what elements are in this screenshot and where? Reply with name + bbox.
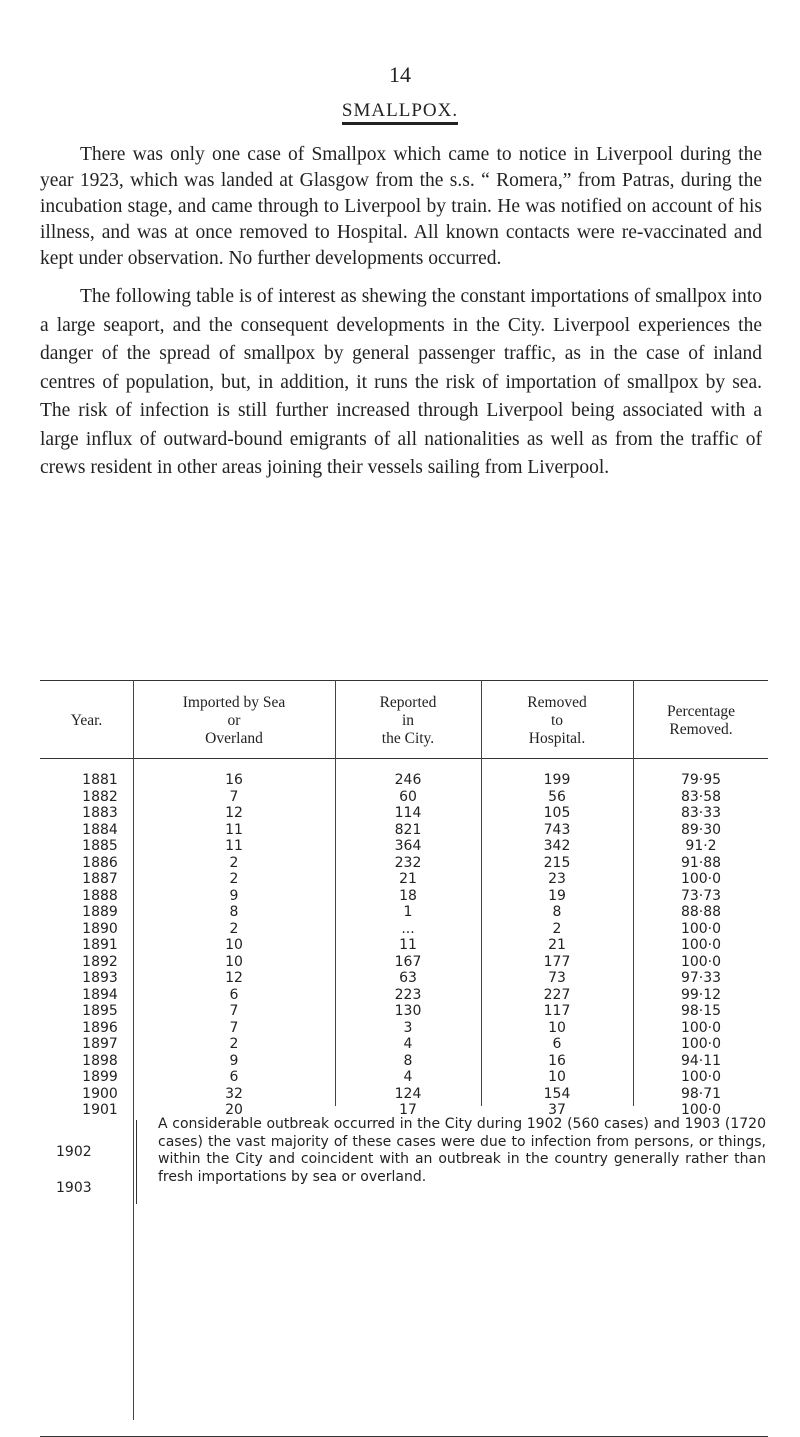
table-row xyxy=(40,838,768,855)
cell-removed: 21 xyxy=(548,937,566,953)
cell-imported: 10 xyxy=(225,953,243,970)
cell-year-text: 1886 xyxy=(82,854,118,871)
cell-reported: 63 xyxy=(399,970,417,986)
note-year-1902: 1902 xyxy=(56,1144,92,1160)
cell-reported: 11 xyxy=(399,937,417,953)
cell-percentage: 89·30 xyxy=(680,821,722,838)
cell-reported: 130 xyxy=(394,1003,422,1019)
table-row xyxy=(40,1069,768,1086)
cell-removed: 10 xyxy=(548,1069,566,1085)
cell-year-text: 1899 xyxy=(82,1069,118,1085)
cell-imported: 11 xyxy=(225,838,243,854)
cell-reported: 8 xyxy=(403,1052,413,1069)
cell-year xyxy=(40,1020,128,1036)
cell-imported: 2 xyxy=(229,920,239,937)
cell-removed: 23 xyxy=(548,871,566,887)
table-top-rule xyxy=(40,680,768,681)
cell-percentage: 99·12 xyxy=(680,986,722,1003)
cell-imported: 9 xyxy=(229,1052,239,1069)
cell-percentage: 88·88 xyxy=(680,904,722,920)
note-year-1903: 1903 xyxy=(56,1180,92,1196)
cell-reported: 4 xyxy=(403,1069,413,1085)
header-percentage xyxy=(634,688,768,754)
table-row xyxy=(40,888,768,905)
cell-removed: 8 xyxy=(552,904,562,920)
cell-imported: 7 xyxy=(229,788,239,805)
cell-removed: 117 xyxy=(543,1003,571,1019)
cell-percentage: 79·95 xyxy=(680,772,722,788)
cell-reported: 60 xyxy=(399,788,417,805)
cell-removed: 37 xyxy=(548,1102,566,1118)
cell-imported: 7 xyxy=(229,1003,239,1019)
cell-year-text: 1895 xyxy=(82,1003,118,1019)
cell-year-text: 1883 xyxy=(82,805,118,821)
cell-imported: 9 xyxy=(229,887,239,904)
table-row xyxy=(40,855,768,872)
paragraph-1: There was only one case of Smallpox which came to notice in Liverpool during the year 1923, which was landed at Glasgow from the s.s. “ Romera,” from Patras, during the incubation stage, and came through to Liverpool by train. He was notified on account of his illness, and was at once removed to Hospital. All known contacts were re-vaccinated and kept under observation. No further developments occurred. xyxy=(40,144,762,269)
cell-percentage: 73·73 xyxy=(680,887,722,904)
cell-year xyxy=(40,904,128,920)
cell-year-text: 1891 xyxy=(82,937,118,953)
cell-imported: 2 xyxy=(229,871,239,887)
cell-reported: 232 xyxy=(394,854,422,871)
cell-removed: 743 xyxy=(543,821,571,838)
cell-reported: 1 xyxy=(403,904,413,920)
header-removed-line-2: to xyxy=(550,712,564,729)
cell-percentage: 100·0 xyxy=(680,920,722,937)
cell-removed: 56 xyxy=(548,788,566,805)
cell-year xyxy=(40,937,128,953)
cell-year xyxy=(40,855,128,871)
cell-removed: 2 xyxy=(552,920,562,937)
table-row xyxy=(40,954,768,971)
cell-year xyxy=(40,1036,128,1052)
cell-year xyxy=(40,970,128,986)
cell-year-text: 1892 xyxy=(82,953,118,970)
cell-year-text: 1894 xyxy=(82,986,118,1003)
cell-percentage: 94·11 xyxy=(680,1052,722,1069)
cell-reported: 21 xyxy=(399,871,417,887)
cell-imported: 20 xyxy=(225,1102,243,1118)
cell-year xyxy=(40,1086,128,1102)
cell-removed: 105 xyxy=(543,805,571,821)
cell-year-text: 1901 xyxy=(82,1102,118,1118)
table-row xyxy=(40,937,768,954)
cell-year-text: 1897 xyxy=(82,1036,118,1052)
header-reported-line-3: the City. xyxy=(381,730,435,747)
cell-removed: 215 xyxy=(543,854,571,871)
cell-percentage: 100·0 xyxy=(680,1069,722,1085)
cell-imported: 10 xyxy=(225,937,243,953)
note-brace xyxy=(136,1120,149,1204)
table-body xyxy=(40,772,768,1119)
cell-year-text: 1893 xyxy=(82,970,118,986)
cell-year xyxy=(40,987,128,1003)
cell-removed: 227 xyxy=(543,986,571,1003)
cell-year-text: 1885 xyxy=(82,838,118,854)
cell-imported: 7 xyxy=(229,1019,239,1036)
cell-removed: 342 xyxy=(543,838,571,854)
table-row xyxy=(40,1020,768,1037)
table-row xyxy=(40,1003,768,1020)
cell-reported: 17 xyxy=(399,1102,417,1118)
table-row xyxy=(40,904,768,921)
cell-removed: 154 xyxy=(543,1085,571,1102)
cell-year xyxy=(40,1102,128,1118)
cell-percentage: 100·0 xyxy=(680,953,722,970)
cell-year-text: 1884 xyxy=(82,821,118,838)
page-number: 14 xyxy=(389,62,411,87)
cell-year xyxy=(40,805,128,821)
cell-imported: 16 xyxy=(225,772,243,788)
table-row xyxy=(40,871,768,888)
cell-removed: 19 xyxy=(548,887,566,904)
table-row xyxy=(40,987,768,1004)
cell-percentage: 100·0 xyxy=(680,1102,722,1118)
header-imported-line-2: or xyxy=(227,712,241,729)
header-removed xyxy=(482,688,632,754)
table-row xyxy=(40,1086,768,1103)
cell-year-text: 1889 xyxy=(82,904,118,920)
cell-imported: 2 xyxy=(229,1036,239,1052)
cell-reported: ... xyxy=(401,920,415,937)
section-title xyxy=(0,100,800,122)
header-imported-line-1: Imported by Sea xyxy=(182,694,286,711)
cell-imported: 12 xyxy=(225,970,243,986)
cell-removed: 10 xyxy=(548,1019,566,1036)
cell-imported: 6 xyxy=(229,986,239,1003)
cell-year-text: 1881 xyxy=(82,772,118,788)
table-row xyxy=(40,772,768,789)
section-title-text: SMALLPOX. xyxy=(342,100,458,125)
header-reported-line-1: Reported xyxy=(379,694,437,711)
table-row xyxy=(40,921,768,938)
cell-reported: 18 xyxy=(399,887,417,904)
cell-percentage: 100·0 xyxy=(680,1036,722,1052)
cell-imported: 2 xyxy=(229,854,239,871)
cell-reported: 3 xyxy=(403,1019,413,1036)
table-row xyxy=(40,970,768,987)
cell-year-text: 1890 xyxy=(82,920,118,937)
cell-year-text: 1887 xyxy=(82,871,118,887)
cell-reported: 364 xyxy=(394,838,422,854)
cell-reported: 167 xyxy=(394,953,422,970)
cell-imported: 8 xyxy=(229,904,239,920)
cell-year xyxy=(40,921,128,937)
header-imported xyxy=(134,688,334,754)
cell-percentage: 83·58 xyxy=(680,788,722,805)
cell-year xyxy=(40,871,128,887)
cell-imported: 12 xyxy=(225,805,243,821)
cell-removed: 199 xyxy=(543,772,571,788)
cell-reported: 4 xyxy=(403,1036,413,1052)
cell-year-text: 1882 xyxy=(82,788,118,805)
header-percentage-line-2: Removed. xyxy=(669,721,733,738)
header-removed-line-3: Hospital. xyxy=(528,730,586,747)
cell-imported: 32 xyxy=(225,1085,243,1102)
header-year xyxy=(40,688,133,754)
cell-percentage: 100·0 xyxy=(680,1019,722,1036)
cell-year xyxy=(40,772,128,788)
header-percentage-line-1: Percentage xyxy=(667,703,735,720)
header-year-label: Year. xyxy=(70,712,103,729)
cell-reported: 223 xyxy=(394,986,422,1003)
cell-percentage: 98·15 xyxy=(680,1003,722,1019)
table-note: A considerable outbreak occurred in the City during 1902 (560 cases) and 1903 (1720 cases) the vast majority of these cases were due to infection from persons, or things, within the City and coincident with an outbreak in the country generally rather than fresh importations by sea or overland. xyxy=(158,1116,766,1185)
cell-reported: 821 xyxy=(394,821,422,838)
cell-year xyxy=(40,838,128,854)
header-reported xyxy=(336,688,480,754)
cell-percentage: 83·33 xyxy=(680,805,722,821)
cell-year xyxy=(40,822,128,838)
header-reported-line-2: in xyxy=(401,712,415,729)
cell-removed: 16 xyxy=(548,1052,566,1069)
cell-removed: 177 xyxy=(543,953,571,970)
header-imported-line-3: Overland xyxy=(205,730,263,747)
cell-reported: 124 xyxy=(394,1085,422,1102)
cell-percentage: 100·0 xyxy=(680,937,722,953)
cell-year xyxy=(40,1003,128,1019)
cell-imported: 6 xyxy=(229,1069,239,1085)
cell-year-text: 1900 xyxy=(82,1085,118,1102)
table-row xyxy=(40,1053,768,1070)
header-removed-line-1: Removed xyxy=(527,694,587,711)
cell-reported: 114 xyxy=(394,805,422,821)
table-row xyxy=(40,789,768,806)
paragraph-2: The following table is of interest as shewing the constant importations of smallpox into a large seaport, and the consequent developments in the City. Liverpool experiences the danger of the spread of smallpox by general passenger traffic, as in the case of inland centres of population, but, in addition, it runs the risk of importation of smallpox by sea. The risk of infection is still further increased through Liverpool being associated with a large influx of outward-bound emigrants of all nationalities as well as from the traffic of crews resident in other areas joining their vessels sailing from Liverpool. xyxy=(40,286,762,478)
cell-year-text: 1896 xyxy=(82,1019,118,1036)
cell-imported: 11 xyxy=(225,821,243,838)
cell-removed: 73 xyxy=(548,970,566,986)
table-header-rule xyxy=(40,758,768,759)
cell-year-text: 1898 xyxy=(82,1052,118,1069)
cell-year xyxy=(40,789,128,805)
cell-year xyxy=(40,1053,128,1069)
cell-year xyxy=(40,954,128,970)
cell-percentage: 91·88 xyxy=(680,854,722,871)
cell-year xyxy=(40,1069,128,1085)
table-row xyxy=(40,805,768,822)
cell-removed: 6 xyxy=(552,1036,562,1052)
cell-year xyxy=(40,888,128,904)
cell-percentage: 91·2 xyxy=(685,838,717,854)
cell-percentage: 97·33 xyxy=(680,970,722,986)
table-row xyxy=(40,822,768,839)
cell-percentage: 98·71 xyxy=(680,1085,722,1102)
cell-percentage: 100·0 xyxy=(680,871,722,887)
cell-reported: 246 xyxy=(394,772,422,788)
cell-year-text: 1888 xyxy=(82,887,118,904)
table-row xyxy=(40,1036,768,1053)
